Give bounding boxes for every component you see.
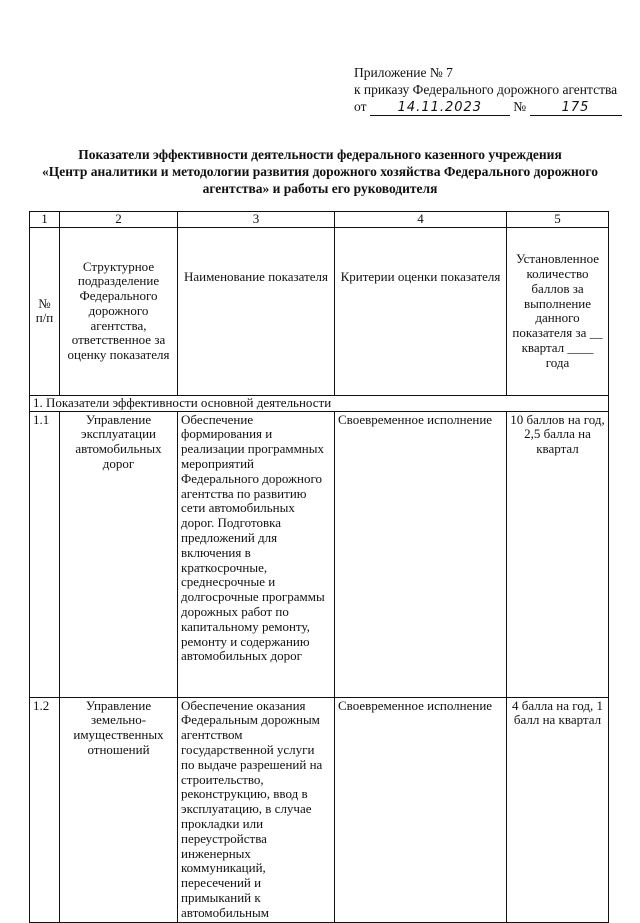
section-row — [30, 395, 609, 411]
section-title: 1. Показатели эффективности основной деятельности — [30, 395, 609, 411]
column-number: 3 — [178, 212, 335, 228]
table-row — [30, 411, 609, 697]
handwritten-number: 175 — [530, 101, 622, 116]
row-department: Управление эксплуатации автомобильных дорог — [60, 411, 178, 697]
date-number-line — [354, 98, 622, 116]
handwritten-date: 14.11.2023 — [370, 101, 510, 116]
title-line-1: Показатели эффективности деятельности федерального казенного учреждения — [78, 147, 562, 162]
table-header-row — [30, 227, 609, 395]
document-title — [40, 146, 600, 197]
column-number: 4 — [335, 212, 507, 228]
attachment-title: Приложение № 7 — [354, 65, 453, 80]
attachment-header — [354, 64, 622, 116]
header-number: № п/п — [30, 227, 60, 395]
row-points: 4 балла на год, 1 балл на квартал — [507, 697, 609, 922]
indicators-table — [29, 211, 609, 923]
order-line: к приказу Федерального дорожного агентства — [354, 82, 618, 97]
row-indicator: Обеспечение формирования и реализации программных мероприятий Федерального дорожного агентства по развитию сети автомобильных дорог. Подготовка предложений для включения в краткосрочные, среднесрочные и долгосрочные программы дорожных работ по капитальному ремонту, ремонту и содержанию автомобильных дорог — [178, 411, 335, 697]
header-department: Структурное подразделение Федерального дорожного агентства, ответственное за оценку показателя — [60, 227, 178, 395]
column-number: 1 — [30, 212, 60, 228]
title-line-3: агентства» и работы его руководителя — [202, 181, 438, 196]
column-number: 2 — [60, 212, 178, 228]
row-criteria: Своевременное исполнение — [335, 697, 507, 922]
row-number: 1.2 — [30, 697, 60, 922]
number-prefix: № — [513, 99, 527, 114]
row-criteria: Своевременное исполнение — [335, 411, 507, 697]
row-number: 1.1 — [30, 411, 60, 697]
table-row — [30, 697, 609, 922]
row-indicator: Обеспечение оказания Федеральным дорожным агентством государственной услуги по выдаче разрешений на строительство, реконструкцию, ввод в эксплуатацию, в случае прокладки или переустройства инженерных коммуникаций, пересечений и примыканий к автомобильным — [178, 697, 335, 922]
row-department: Управление земельно-имущественных отношений — [60, 697, 178, 922]
date-prefix: от — [354, 99, 367, 114]
title-line-2: «Центр аналитики и методологии развития дорожного хозяйства Федерального дорожного — [42, 164, 598, 179]
row-points: 10 баллов на год, 2,5 балла на квартал — [507, 411, 609, 697]
column-number-row — [30, 212, 609, 228]
header-indicator: Наименование показателя — [178, 227, 335, 395]
header-criteria: Критерии оценки показателя — [335, 227, 507, 395]
header-points: Установленное количество баллов за выполнение данного показателя за __ квартал ____ года — [507, 227, 609, 395]
column-number: 5 — [507, 212, 609, 228]
